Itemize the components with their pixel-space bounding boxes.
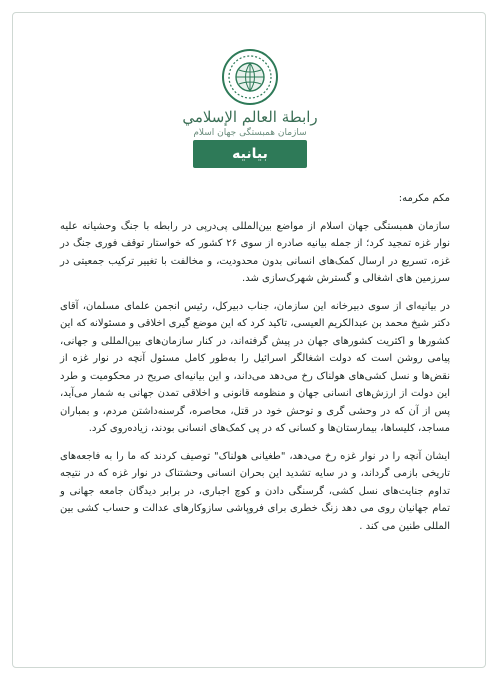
brand-name-persian: سازمان همبستگی جهان اسلام: [193, 128, 307, 138]
greeting-line: مکم مکرمه:: [398, 193, 450, 204]
paragraph-3: ایشان آنچه را در نوار غزه رخ می‌دهد، "طغیانی هولناک" توصیف کردند که ما را به فاجعه‌های تاریخی بازمی گرداند، و در سایه تشدید این بحران انسانی وحشتناک در نوار غزه که در نتیجه تداوم جنایت‌های نسل کشی، گرسنگی دادن و کوچ اجباری، در برابر دیدگان جامعه جهانی و تمام جهانیان روی می دهد زنگ خطری برای فروپاشی سازوکارهای عدالت و حساب کشی بین المللی طنین می کند .: [60, 450, 450, 532]
paragraph-1: سازمان همبستگی جهان اسلام از مواضع بین‌المللی پی‌درپی در رابطه با جنگ وحشیانه علیه نوار غزه تمجید کرد؛ از جمله بیانیه صادره از سوی ۲۶ کشور که خواستار توقف فوری جنگ در غزه، تسریع در ارسال کمک‌های انسانی بدون محدودیت، و مخالفت با تغییر ترکیب جمعیتی در سرزمین های اشغالی و گسترش شهرک‌سازی شد.: [60, 220, 450, 284]
logo-emblem: [221, 48, 279, 106]
document-body: [60, 190, 450, 545]
brand-name-arabic: رابطة العالم الإسلامي: [182, 108, 318, 126]
document-title: بیانیه: [193, 140, 307, 168]
paragraph-2: در بیانیه‌ای از سوی دبیرخانه این سازمان، جناب دبیرکل، رئیس انجمن علمای مسلمان، آقای دکتر شیخ محمد بن عبدالکریم العیسی، تاکید کرد که این موضع گیری اخلاقی و مسئولانه که این کشورها و اکثریت کشورهای جهان در پیش گرفته‌اند، در کنار سازمان‌های بین‌المللی و جهانی، پیامی روشن است که دولت اشغالگر اسرائیل را به‌طور کامل مسئول آنچه در نوار غزه از نقض‌ها و نسل کشی‌های هولناک رخ می‌دهد می‌داند، و این بیانیه‌ای صریح در محکومیت و طرد این دولت از ارزش‌های انسانی جهان و منظومه قانونی و اخلاقی تمدن جهانی به شمار می‌آید، پس از آن که در وحشی گری و توحش خود در قتل، محاصره، گرسنه‌داشتن مردم، و بمباران مساجد، کلیساها، بیمارستان‌ها و کسانی که در پی کمک‌های انسانی بودند، زیاده‌روی کرد.: [60, 300, 450, 434]
